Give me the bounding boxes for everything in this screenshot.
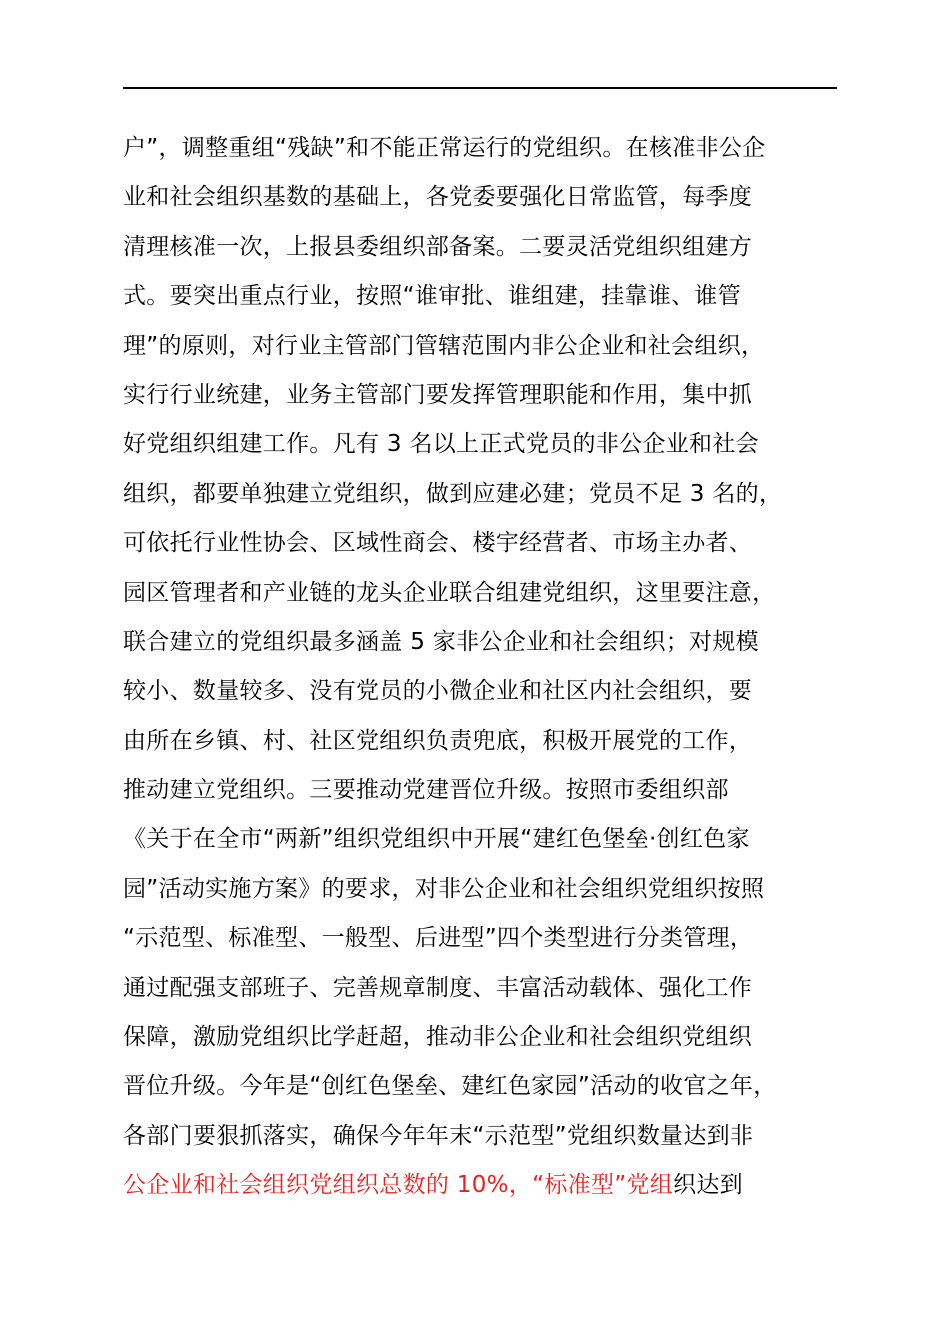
- text-line-1: 户”，调整重组“残缺”和不能正常运行的党组织。在核准非公企: [123, 135, 766, 161]
- text-line-13: 由所在乡镇、村、社区党组织负责兜底，积极开展党的工作，: [123, 727, 753, 754]
- text-line-7: 好党组织组建工作。凡有 3 名以上正式党员的非公企业和社会: [123, 431, 759, 458]
- text-line-2: 业和社会组织基数的基础上，各党委要强化日常监管，每季度: [123, 184, 753, 211]
- text-line-3: 清理核准一次，上报县委组织部备案。二要灵活党组织组建方: [123, 233, 753, 260]
- text-line-6: 实行行业统建，业务主管部门要发挥管理职能和作用，集中抓: [123, 381, 753, 408]
- text-line-22: [123, 1161, 863, 1210]
- text-line-11: 联合建立的党组织最多涵盖 5 家非公企业和社会组织；对规模: [123, 628, 759, 655]
- text-line-20: 晋位升级。今年是“创红色堡垒、建红色家园”活动的收官之年，: [123, 1073, 777, 1100]
- text-line-15: 《关于在全市“两新”组织党组织中开展“建红色堡垒·创红色家: [123, 826, 750, 853]
- text-line-18: 通过配强支部班子、完善规章制度、丰富活动载体、强化工作: [123, 974, 753, 1001]
- text-line-9: 可依托行业性协会、区域性商会、楼宇经营者、市场主办者、: [123, 530, 753, 557]
- highlighted-text: 公企业和社会组织党组织总数的 10%，“标准型”党组: [123, 1172, 674, 1199]
- text-line-17: “示范型、标准型、一般型、后进型”四个类型进行分类管理，: [123, 925, 754, 952]
- text-line-19: 保障，激励党组织比学赶超，推动非公企业和社会组织党组织: [123, 1024, 753, 1051]
- text-line-16: 园”活动实施方案》的要求，对非公企业和社会组织党组织按照: [123, 875, 765, 902]
- text-line-4: 式。要突出重点行业，按照“谁审批、谁组建，挂靠谁、谁管: [123, 283, 742, 310]
- text-line-12: 较小、数量较多、没有党员的小微企业和社区内社会组织，要: [123, 678, 753, 705]
- text-line-14: 推动建立党组织。三要推动党建晋位升级。按照市委组织部: [123, 777, 729, 804]
- text-line-5: 理”的原则，对行业主管部门管辖范围内非公企业和社会组织，: [123, 332, 765, 359]
- text-line-22-tail: 织达到: [673, 1172, 743, 1199]
- text-line-10: 园区管理者和产业链的龙头企业联合组建党组织，这里要注意，: [123, 579, 776, 606]
- header-rule: [123, 87, 837, 89]
- text-line-8: 组织，都要单独建立党组织，做到应建必建；党员不足 3 名的，: [123, 480, 783, 507]
- document-body: [123, 124, 863, 1211]
- text-line-21: 各部门要狠抓落实，确保今年年末“示范型”党组织数量达到非: [123, 1122, 754, 1149]
